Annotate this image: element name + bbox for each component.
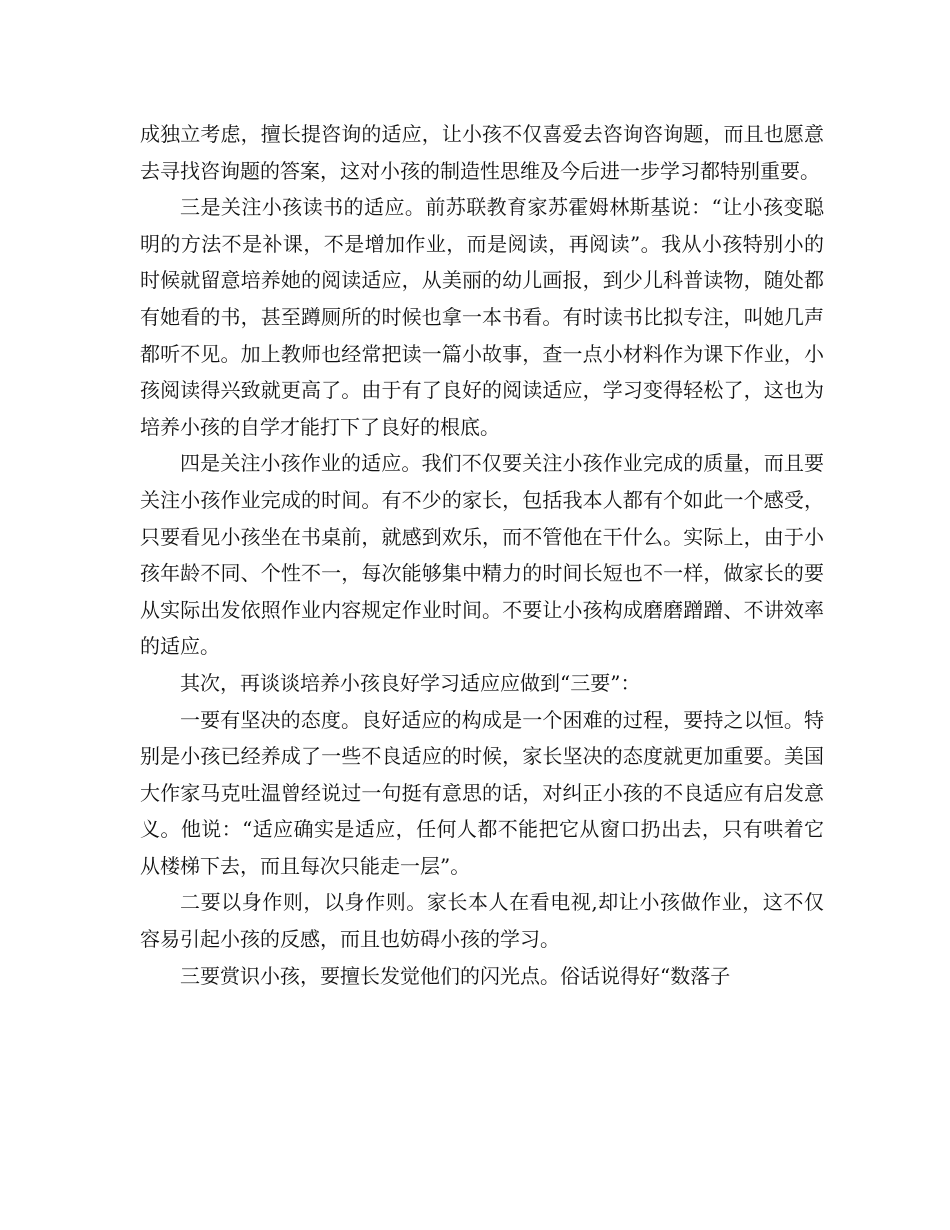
paragraph-4: 其次，再谈谈培养小孩良好学习适应应做到“三要”： — [180, 670, 641, 695]
paragraph-7: 三要赏识小孩，要擅长发觉他们的闪光点。俗话说得好“数落子 — [180, 963, 731, 988]
paragraph-6: 二要以身作则，以身作则。家长本人在看电视,却让小孩做作业，这不仅容易引起小孩的反感，而且也妨碍小孩的学习。 — [140, 890, 824, 952]
paragraph-5: 一要有坚决的态度。良好适应的构成是一个困难的过程，要持之以恒。特别是小孩已经养成了一些不良适应的时候，家长坚决的态度就更加重要。美国大作家马克吐温曾经说过一句挺有意思的话，对纠正小孩的不良适应有启发意义。他说：“适应确实是适应，任何人都不能把它从窗口扔出去，只有哄着它从楼梯下去，而且每次只能走一层”。 — [140, 707, 824, 878]
paragraph-1: 成独立考虑，擅长提咨询的适应，让小孩不仅喜爱去咨询咨询题，而且也愿意去寻找咨询题的答案，这对小孩的制造性思维及今后进一步学习都特别重要。 — [140, 122, 824, 183]
paragraph-2: 三是关注小孩读书的适应。前苏联教育家苏霍姆林斯基说：“让小孩变聪明的方法不是补课，不是增加作业，而是阅读，再阅读”。我从小孩特别小的时候就留意培养她的阅读适应，从美丽的幼儿画报，到少儿科普读物，随处都有她看的书，甚至蹲厕所的时候也拿一本书看。有时读书比拟专注，叫她几声都听不见。加上教师也经常把读一篇小故事，查一点小材料作为课下作业，小孩阅读得兴致就更高了。由于有了良好的阅读适应，学习变得轻松了，这也为培养小孩的自学才能打下了良好的根底。 — [140, 195, 824, 439]
document-body — [140, 116, 824, 994]
paragraph-3: 四是关注小孩作业的适应。我们不仅要关注小孩作业完成的质量，而且要关注小孩作业完成的时间。有不少的家长，包括我本人都有个如此一个感受，只要看见小孩坐在书桌前，就感到欢乐，而不管他在干什么。实际上，由于小孩年龄不同、个性不一，每次能够集中精力的时间长短也不一样，做家长的要从实际出发依照作业内容规定作业时间。不要让小孩构成磨磨蹭蹭、不讲效率的适应。 — [140, 451, 824, 659]
